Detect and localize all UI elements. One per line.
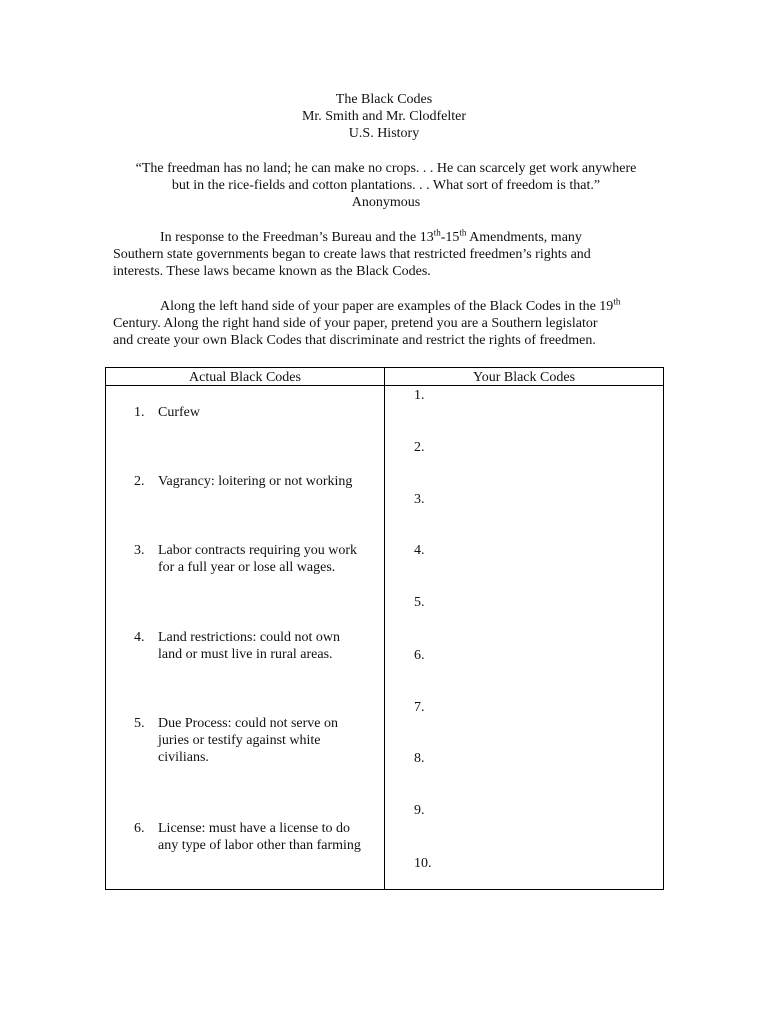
quote-line-1: “The freedman has no land; he can make no crops. . . He can scarcely get work anywhere: [135, 161, 637, 176]
your-code-slot-8[interactable]: 8.: [414, 751, 425, 766]
instructions-paragraph: [113, 298, 633, 349]
teacher-names: Mr. Smith and Mr. Clodfelter: [301, 109, 467, 124]
header-divider: [106, 385, 663, 386]
intro-line-2: Southern state governments began to create laws that restricted freedmen’s rights and: [113, 247, 591, 262]
your-code-slot-1[interactable]: 1.: [414, 388, 425, 403]
instructions-line-2: Century. Along the right hand side of your paper, pretend you are a Southern legislator: [113, 316, 598, 331]
instructions-line-1: Along the left hand side of your paper are examples of the Black Codes in the 19th: [160, 296, 621, 314]
your-code-slot-10[interactable]: 10.: [414, 856, 432, 871]
column-header-yours: Your Black Codes: [472, 370, 576, 385]
quote-line-2: but in the rice-fields and cotton plantations. . . What sort of freedom is that.”: [171, 178, 601, 193]
column-header-actual: Actual Black Codes: [189, 370, 301, 385]
intro-line-1: In response to the Freedman’s Bureau and the 13th-15th Amendments, many: [160, 227, 582, 245]
quote-attribution: Anonymous: [351, 195, 421, 210]
your-code-slot-5[interactable]: 5.: [414, 595, 425, 610]
worksheet-header: [0, 91, 768, 142]
worksheet-title: The Black Codes: [335, 92, 433, 107]
intro-line-3: interests. These laws became known as the Black Codes.: [113, 264, 431, 279]
black-codes-table: Actual Black Codes Your Black Codes 1. Curfew 2. Vagrancy: loitering or not working 3. Labor contracts requiring you work for a full year or lose all wages. 4. Land restrictions: could not own land or must live in rural areas. 5. Due Process: could not serve on juries or testify against white civilians. 6. License: must have a license to do any type of labor other than farming 1. 2. 3. 4. 5. 6. 7. 8. 9. 10.: [105, 367, 664, 890]
your-code-slot-9[interactable]: 9.: [414, 803, 425, 818]
your-code-slot-7[interactable]: 7.: [414, 700, 425, 715]
your-code-slot-2[interactable]: 2.: [414, 440, 425, 455]
instructions-line-3: and create your own Black Codes that discriminate and restrict the rights of freedmen.: [113, 333, 596, 348]
opening-quote: [108, 160, 664, 211]
course-name: U.S. History: [348, 126, 420, 141]
your-code-slot-4[interactable]: 4.: [414, 543, 425, 558]
your-code-slot-6[interactable]: 6.: [414, 648, 425, 663]
intro-paragraph: [113, 229, 633, 280]
your-code-slot-3[interactable]: 3.: [414, 492, 425, 507]
